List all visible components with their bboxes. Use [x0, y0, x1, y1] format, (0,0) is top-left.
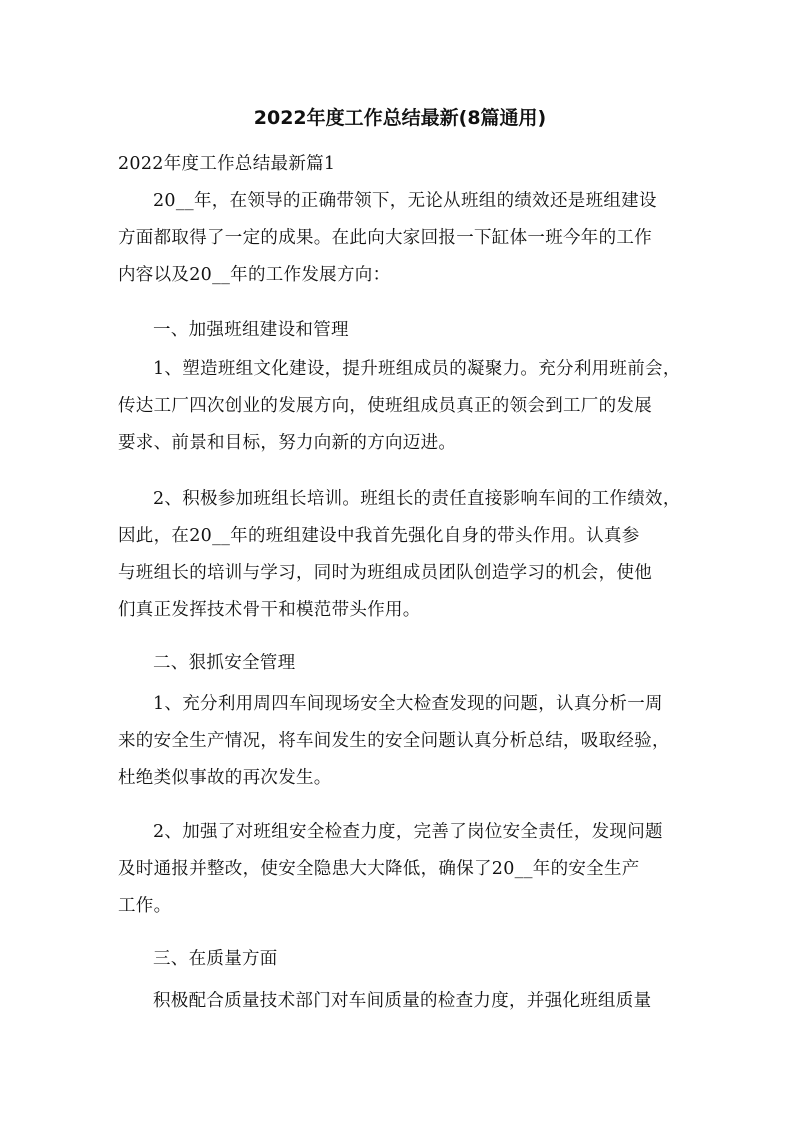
subtitle-line: 2022年度工作总结最新篇1	[118, 154, 336, 174]
paragraph-line: 1、充分利用周四车间现场安全大检查发现的问题，认真分析一周	[153, 694, 663, 714]
paragraph-line: 与班组长的培训与学习，同时为班组成员团队创造学习的机会，使他	[118, 563, 652, 583]
heading-line: 一、加强班组建设和管理	[153, 320, 349, 340]
paragraph-intro	[118, 183, 688, 294]
paragraph-training	[118, 481, 688, 629]
paragraph-line: 传达工厂四次创业的发展方向，使班组成员真正的领会到工厂的发展	[118, 396, 652, 416]
paragraph-safety-responsibility	[118, 814, 688, 925]
paragraph-line: 及时通报并整改，使安全隐患大大降低，确保了20__年的安全生产	[118, 859, 640, 879]
section-subtitle	[118, 146, 688, 183]
paragraph-line: 内容以及20__年的工作发展方向：	[118, 265, 391, 285]
paragraph-team-culture	[118, 351, 688, 462]
paragraph-safety-inspection	[118, 686, 688, 797]
paragraph-line: 因此，在20__年的班组建设中我首先强化自身的带头作用。认真参	[118, 526, 640, 546]
paragraph-line: 们真正发挥技术骨干和模范带头作用。	[118, 600, 421, 620]
paragraph-line: 20__年，在领导的正确带领下，无论从班组的绩效还是班组建设	[153, 191, 657, 211]
heading-line: 三、在质量方面	[153, 949, 278, 969]
paragraph-line: 工作。	[118, 896, 172, 916]
section-heading-2	[118, 645, 688, 682]
paragraph-line: 杜绝类似事故的再次发生。	[118, 768, 332, 788]
paragraph-line: 方面都取得了一定的成果。在此向大家回报一下缸体一班今年的工作	[118, 228, 652, 248]
paragraph-line: 要求、前景和目标，努力向新的方向迈进。	[118, 433, 457, 453]
section-heading-1	[118, 312, 688, 349]
paragraph-line: 积极配合质量技术部门对车间质量的检查力度，并强化班组质量	[153, 991, 652, 1011]
paragraph-line: 1、塑造班组文化建设，提升班组成员的凝聚力。充分利用班前会，	[153, 359, 681, 379]
paragraph-quality	[118, 983, 688, 1020]
heading-line: 二、狠抓安全管理	[153, 653, 296, 673]
paragraph-line: 来的安全生产情况，将车间发生的安全问题认真分析总结，吸取经验，	[118, 731, 670, 751]
section-heading-3	[118, 941, 688, 978]
document-title: 2022年度工作总结最新(8篇通用)	[253, 107, 547, 129]
paragraph-line: 2、加强了对班组安全检查力度，完善了岗位安全责任，发现问题	[153, 822, 663, 842]
paragraph-line: 2、积极参加班组长培训。班组长的责任直接影响车间的工作绩效，	[153, 489, 681, 509]
